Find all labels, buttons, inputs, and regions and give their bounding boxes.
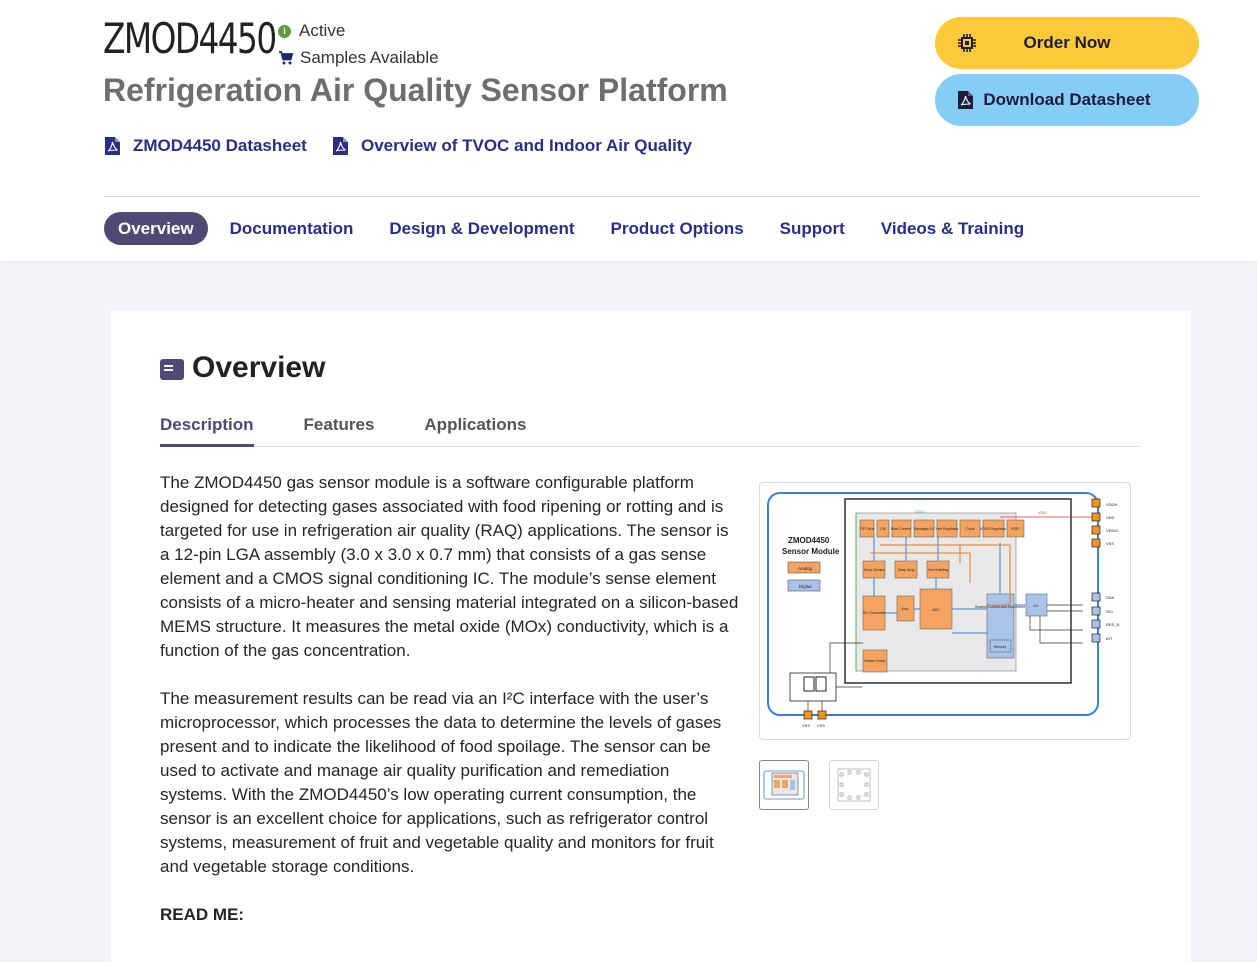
section-nav bbox=[104, 212, 1060, 245]
block-vref-regulator: Vref Regulator bbox=[935, 527, 959, 531]
pin-vdd: VDD bbox=[1106, 515, 1115, 520]
description-text bbox=[160, 471, 740, 951]
nav-videos-training[interactable]: Videos & Training bbox=[880, 219, 1025, 238]
tab-features[interactable]: Features bbox=[303, 415, 375, 434]
tab-applications[interactable]: Applications bbox=[424, 415, 527, 434]
page-title: Refrigeration Air Quality Sensor Platform bbox=[103, 72, 728, 108]
block-rv-converter: R/V Converter bbox=[862, 611, 886, 615]
order-now-label: Order Now bbox=[1023, 33, 1111, 52]
block-mux: Mux bbox=[901, 607, 909, 611]
pin-sda: SDA bbox=[1106, 595, 1115, 600]
block-vref-building: Vref Building bbox=[927, 568, 949, 572]
pdf-icon bbox=[332, 136, 349, 156]
block-cm: CM bbox=[880, 527, 886, 531]
block-diagram bbox=[760, 483, 1130, 739]
block-bandgap: Bandgap LV bbox=[914, 527, 934, 531]
download-datasheet-button[interactable] bbox=[935, 74, 1199, 126]
overview-icon bbox=[160, 359, 184, 380]
info-icon: i bbox=[278, 25, 291, 38]
overview-tabs bbox=[160, 415, 1140, 447]
pin-int: INT bbox=[1106, 636, 1113, 641]
block-vdd2-regulator: VDD2 Regulator bbox=[979, 527, 1007, 531]
block-i2c: I2C bbox=[1033, 604, 1039, 608]
status-badge bbox=[278, 21, 345, 41]
block-temp-amp: Temp Amp bbox=[897, 568, 915, 572]
pin-vddh: VDDH bbox=[1106, 502, 1118, 507]
nav-design-development[interactable]: Design & Development bbox=[389, 219, 575, 238]
block-por: POR bbox=[1011, 527, 1019, 531]
block-bias-current: Bias Current bbox=[891, 527, 911, 531]
diagram-thumbnail-image bbox=[760, 761, 808, 809]
product-header bbox=[0, 0, 1257, 261]
pin-vss: VSS bbox=[1106, 541, 1115, 546]
status-text: Active bbox=[299, 21, 346, 40]
pin-scl: SCL bbox=[1106, 609, 1114, 614]
block-heater-driver: Heater Driver bbox=[864, 659, 886, 663]
block-temp-sensor: Temp Sensor bbox=[863, 568, 885, 572]
pin-vss-bottom-1: VSS bbox=[802, 723, 811, 728]
block-clock: Clock bbox=[965, 527, 975, 531]
readme-label: READ ME: bbox=[160, 905, 245, 924]
tvoc-overview-link-label: Overview of TVOC and Indoor Air Quality bbox=[361, 136, 692, 155]
samples-indicator[interactable] bbox=[278, 48, 439, 68]
description-paragraph: The ZMOD4450 gas sensor module is a software configurable platform designed for detecting gases associated with food ripening or rotting and is targeted for use in refrigeration air quality (RAQ) applications. The sensor is a 12-pin LGA assembly (3.0 x 3.0 x 0.7 mm) that consists of a gas sense element and a CMOS signal conditioning IC. The module’s sense element consists of a micro-heater and sensing material integrated on a silicon-based MEMS structure. It measures the metal oxide (MOx) conductivity, which is a function of the gas concentration. bbox=[160, 473, 739, 660]
pin-vss-bottom-2: VSS bbox=[817, 723, 826, 728]
label-vdd2: VDD2 bbox=[915, 509, 926, 514]
block-adc: ADC bbox=[932, 608, 940, 612]
label-vdd: VDD bbox=[1038, 510, 1047, 515]
description-paragraph: The measurement results can be read via an I²C interface with the user’s microprocessor, which processes the data to determine the levels of gases present and to indicate the likelihood of food spoilage. The sensor can be used to activate and manage air quality purification and remediation systems. With the ZMOD4450’s low operating current consumption, the sensor is an excellent choice for applications, such as refrigerator control systems, measurement of fruit and vegetable quality and monitors for fruit and vegetable storage conditions. bbox=[160, 689, 722, 876]
diagram-subtitle: Sensor Module bbox=[782, 547, 840, 556]
block-tst-mux: TST Mux bbox=[859, 527, 875, 531]
overview-card bbox=[111, 311, 1191, 962]
pdf-icon bbox=[104, 136, 121, 156]
samples-text: Samples Available bbox=[300, 48, 439, 67]
header-divider bbox=[103, 196, 1200, 197]
pinout-thumbnail-image bbox=[830, 761, 878, 809]
pin-res-n: RES_N bbox=[1106, 622, 1120, 627]
nav-support[interactable]: Support bbox=[779, 219, 845, 238]
nav-overview[interactable]: Overview bbox=[104, 212, 208, 245]
datasheet-link-label: ZMOD4450 Datasheet bbox=[133, 136, 307, 155]
nav-documentation[interactable]: Documentation bbox=[229, 219, 354, 238]
pinout-thumbnail[interactable] bbox=[829, 760, 879, 810]
pin-vddio: VDDIO bbox=[1106, 528, 1119, 533]
diagram-thumbnail[interactable] bbox=[759, 760, 809, 810]
part-number: ZMOD4450 bbox=[103, 14, 276, 63]
block-memory: Memory bbox=[993, 645, 1007, 649]
block-system-control: System Control and Sequencer bbox=[975, 605, 1025, 609]
datasheet-link[interactable] bbox=[104, 136, 307, 156]
tvoc-overview-link[interactable] bbox=[332, 136, 692, 156]
block-diagram-image[interactable] bbox=[759, 482, 1131, 740]
pdf-icon bbox=[957, 90, 974, 110]
diagram-title: ZMOD4450 bbox=[788, 536, 830, 545]
overview-title: Overview bbox=[192, 351, 326, 384]
download-datasheet-label: Download Datasheet bbox=[983, 90, 1151, 109]
tab-description[interactable]: Description bbox=[160, 415, 254, 447]
order-now-button[interactable] bbox=[935, 17, 1199, 69]
cart-icon bbox=[278, 50, 294, 66]
nav-product-options[interactable]: Product Options bbox=[610, 219, 744, 238]
legend-analog: Analog bbox=[798, 566, 813, 571]
chip-icon bbox=[957, 33, 977, 53]
legend-digital: Digital bbox=[799, 584, 812, 589]
